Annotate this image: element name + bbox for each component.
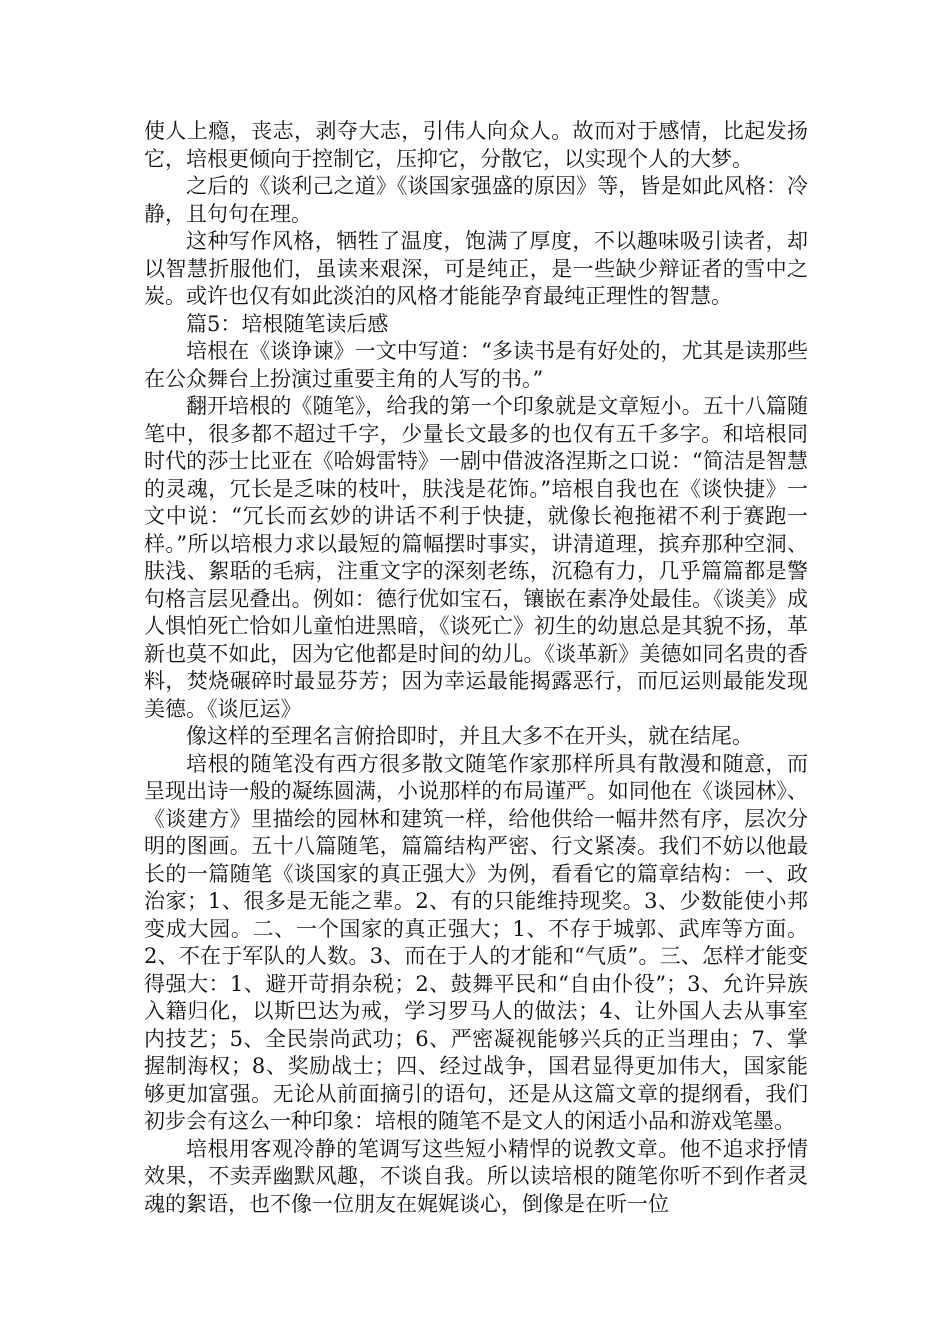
paragraph: 培根用客观冷静的笔调写这些短小精悍的说教文章。他不追求抒情效果，不卖弄幽默风趣，不谈自我。所以读培根的随笔你听不到作者灵魂的絮语，也不像一位朋友在娓娓谈心，倒像是在听一位 <box>144 1136 808 1216</box>
document-body <box>144 118 808 1218</box>
paragraph: 培根在《谈诤谏》一文中写道：“多读书是有好处的，尤其是读那些在公众舞台上扮演过重要主角的人写的书。” <box>144 339 808 391</box>
paragraph: 之后的《谈利己之道》《谈国家强盛的原因》等，皆是如此风格：冷静，且句句在理。 <box>144 174 808 226</box>
paragraph: 这种写作风格，牺牲了温度，饱满了厚度，不以趣味吸引读者，却以智慧折服他们，虽读来艰深，可是纯正，是一些缺少辩证者的雪中之炭。或许也仅有如此淡泊的风格才能能孕育最纯正理性的智慧。 <box>144 229 808 308</box>
paragraph: 翻开培根的《随笔》，给我的第一个印象就是文章短小。五十八篇随笔中，很多都不超过千字，少量长文最多的也仅有五千多字。和培根同时代的莎士比亚在《哈姆雷特》一剧中借波洛涅斯之口说：“简洁是智慧的灵魂，冗长是乏味的枝叶，肤浅是花饰。”培根自我也在《谈快捷》一文中说：“冗长而玄妙的讲话不利于快捷，就像长袍拖裙不利于赛跑一样。”所以培根力求以最短的篇幅摆时事实，讲清道理，摈弃那种空洞、肤浅、絮聒的毛病，注重文字的深刻老练，沉稳有力，几乎篇篇都是警句格言层见叠出。例如：德行优如宝石，镶嵌在素净处最佳。《谈美》成人惧怕死亡恰如儿童怕进黑暗，《谈死亡》初生的幼崽总是其貌不扬，革新也莫不如此，因为它他都是时间的幼儿。《谈革新》美德如同名贵的香料，焚烧碾碎时最显芬芳；因为幸运最能揭露恶行，而厄运则最能发现美德。《谈厄运》 <box>144 394 808 721</box>
paragraph: 像这样的至理名言俯拾即时，并且大多不在开头，就在结尾。 <box>186 724 753 748</box>
paragraph: 培根的随笔没有西方很多散文随笔作家那样所具有散漫和随意，而呈现出诗一般的凝练圆满，小说那样的布局谨严。如同他在《谈园林》、《谈建方》里描绘的园林和建筑一样，给他供给一幅井然有序，层次分明的图画。五十八篇随笔，篇篇结构严密、行文紧凑。我们不妨以他最长的一篇随笔《谈国家的真正强大》为例，看看它的篇章结构：一、政治家；1、很多是无能之辈。2、有的只能维持现奖。3、少数能使小邦变成大园。二、一个国家的真正强大；1、不存于城郭、武库等方面。2、不在于军队的人数。3、而在于人的才能和“气质”。三、怎样才能变得强大：1、避开苛捐杂税；2、鼓舞平民和“自由仆役”；3、允许异族入籍归化，以斯巴达为戒，学习罗马人的做法；4、让外国人去从事室内技艺；5、全民崇尚武功；6、严密凝视能够兴兵的正当理由；7、掌握制海权；8、奖励战士；四、经过战争，国君显得更加伟大，国家能够更加富强。无论从前面摘引的语句，还是从这篇文章的提纲看，我们初步会有这么一种印象：培根的随笔不是文人的闲适小品和游戏笔墨。 <box>144 751 808 1133</box>
section-heading: 篇5：培根随笔读后感 <box>186 311 389 336</box>
paragraph-continuation: 使人上瘾，丧志，剥夺大志，引伟人向众人。故而对于感情，比起发扬它，培根更倾向于控制它，压抑它，分散它，以实现个人的大梦。 <box>144 119 808 171</box>
